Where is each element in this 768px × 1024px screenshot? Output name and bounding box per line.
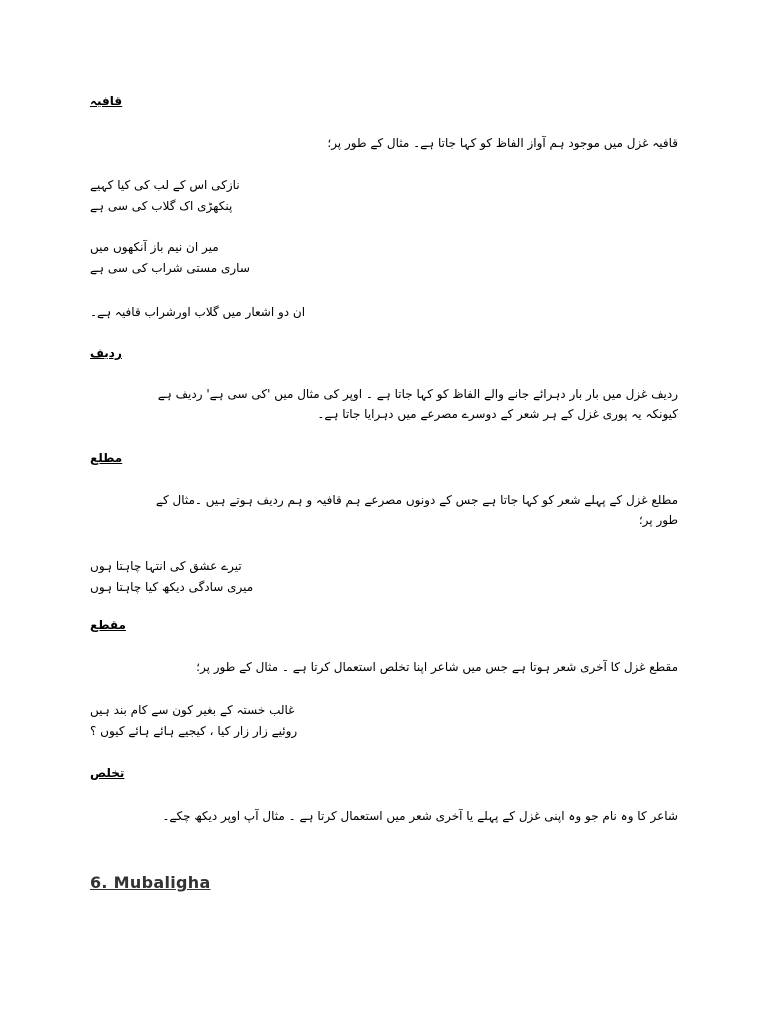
maqta-definition-text: مقطع غزل کا آخری شعر ہوتا ہے جس میں شاعر اپنا تخلص استعمال کرتا ہے ۔ مثال کے طور پر؛ [196,660,678,674]
qafia-heading: قافیہ [90,94,123,108]
matla-verse [90,556,678,598]
radeef-definition-line: ردیف غزل میں بار بار دہرائے جانے والے الفاظ کو کہا جاتا ہے ۔ اوپر کی مثال میں 'کی سی ہے' ردیف ہے [157,387,678,401]
matla-heading: مطلع [90,451,123,465]
verse-line: تیرے عشق کی انتہا چاہتا ہوں [90,559,242,573]
matla-definition [90,490,678,530]
qafia-note-text: ان دو اشعار میں گلاب اورشراب قافیہ ہے۔ [90,305,306,319]
verse-line: روئیے زار زار کیا ، کیجیے ہائے ہائے کیوں ؟ [90,724,298,738]
qafia-verse-2 [90,237,678,279]
section-title-mubaligha: 6. Mubaligha [90,873,211,892]
radeef-definition-line: کیونکہ یہ پوری غزل کے ہر شعر کے دوسرے مصرعے میں دہرایا جاتا ہے۔ [317,407,678,421]
verse-line: میر ان نیم باز آنکھوں میں [90,240,219,254]
takhallus-heading: تخلص [90,766,125,780]
takhallus-definition [90,806,678,826]
verse-line: غالب خستہ کے بغیر کون سے کام بند ہیں [90,703,295,717]
document-page [90,0,678,1024]
maqta-definition [90,657,678,677]
verse-line: نازکی اس کے لب کی کیا کہیے [90,178,240,192]
matla-definition-line: مطلع غزل کے پہلے شعر کو کہا جاتا ہے جس کے دونوں مصرعے ہم قافیہ و ہم ردیف ہوتے ہیں ۔مثال کے [155,493,678,507]
verse-line: پنکھڑی اک گلاب کی سی ہے [90,199,233,213]
takhallus-definition-text: شاعر کا وہ نام جو وہ اپنی غزل کے پہلے یا آخری شعر میں استعمال کرتا ہے ۔ مثال آپ اوپر دیکھ چکے۔ [162,809,678,823]
maqta-verse [90,700,678,742]
verse-line: ساری مستی شراب کی سی ہے [90,261,250,275]
radeef-definition [90,384,678,424]
maqta-heading: مقطع [90,618,126,632]
qafia-note [90,302,678,323]
radeef-heading: ردیف [90,346,122,360]
qafia-definition [90,133,678,153]
verse-line: میری سادگی دیکھ کیا چاہتا ہوں [90,580,254,594]
qafia-definition-text: قافیہ غزل میں موجود ہم آواز الفاظ کو کہا جاتا ہے۔ مثال کے طور پر؛ [327,136,678,150]
matla-definition-line: طور پر؛ [638,513,678,527]
qafia-verse-1 [90,175,678,217]
